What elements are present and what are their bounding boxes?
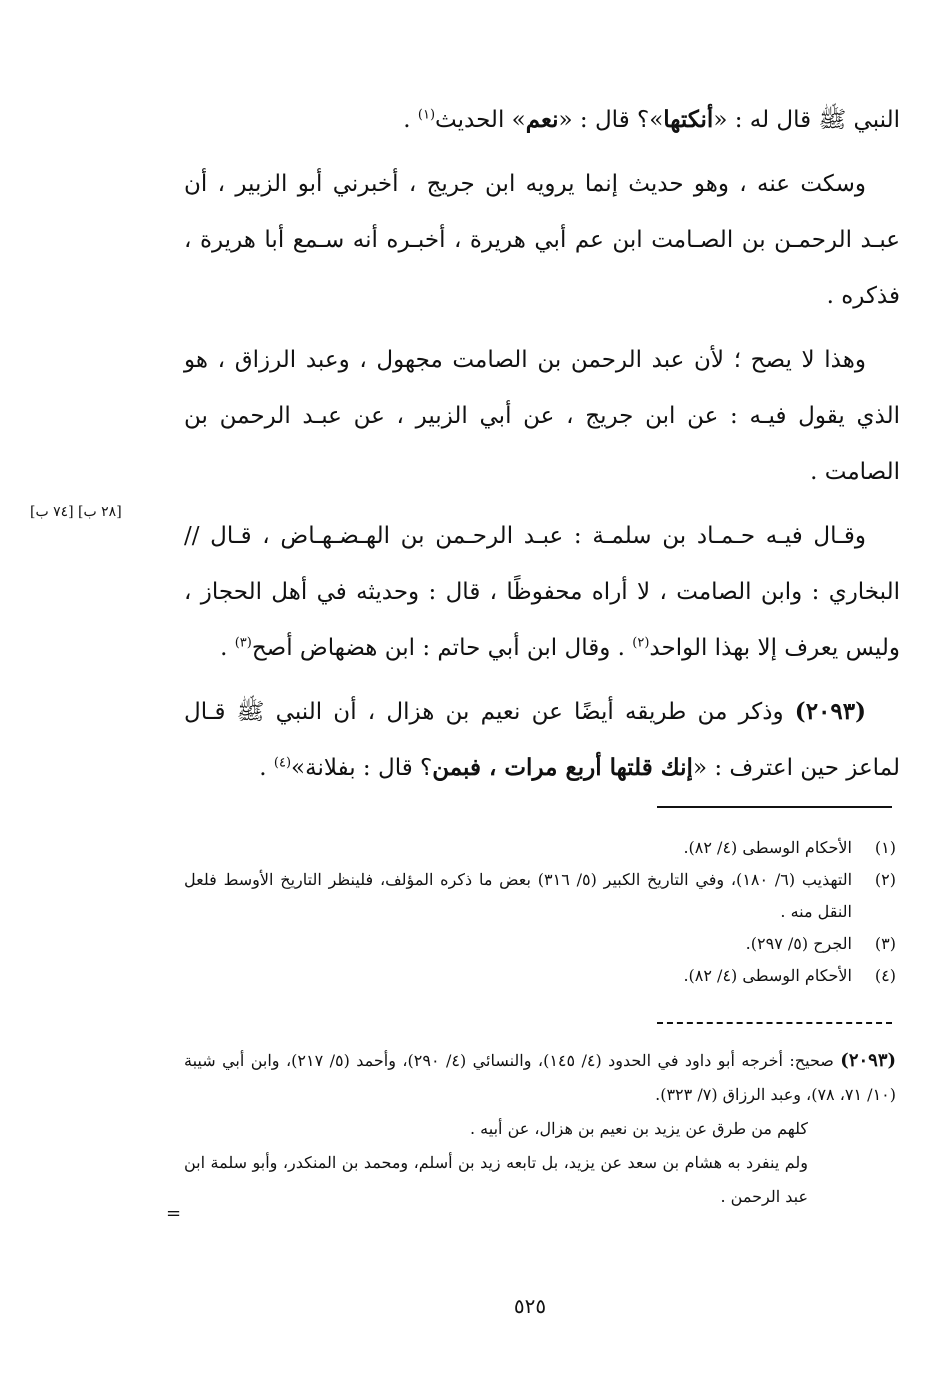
page-number: ٥٢٥ [513, 1294, 547, 1318]
paragraph-5: (٢٠٩٣) وذكر من طريقه أيضًا عن نعيم بن هزال ، أن النبي ﷺ قـال لماعز حين اعترف : «إنك قلتها أربع مرات ، فبمن؟ قال : بفلانة»$^{(٤)}$ . [184, 698, 900, 781]
paragraph-4: وقـال فيـه حـمـاد بن سلمـة : عبـد الرحـمن بن الهـضـهـاض ، قـال // البخاري : وابن الصامت ، لا أراه محفوظًا ، قال : وحديثه في أهل الحجاز ، وليس يعرف إلا بهذا الواحد$^{(٢)}$ . وقال ابن أبي حاتم : ابن هضهاض أصح$^{(٣)}$ . [184, 523, 900, 661]
footnote-3: (٣) الجرح (٥/ ٢٩٧). [745, 934, 896, 953]
footnote-separator [657, 806, 892, 808]
paragraph-2: وسكت عنه ، وهو حديث إنما يرويه ابن جريج ، أخبرني أبو الزبير ، أن عبـد الرحمـن بن الصـامت ابن عم أبي هريرة ، أخبـره أنه سـمع أبا هريرة ، فذكره . [184, 171, 900, 309]
paragraph-3: وهذا لا يصح ؛ لأن عبد الرحمن بن الصامت مجهول ، وعبد الرزاق ، هو الذي يقول فيـه : عن ابن جريج ، عن أبي الزبير ، عن عبـد الرحمن بن الصامت . [184, 347, 900, 485]
quoted-answer: نعم [525, 106, 559, 133]
takhrij-separator [657, 1022, 892, 1024]
footnote-2: (٢) التهذيب (٦/ ١٨٠)، وفي التاريخ الكبير (٥/ ٣١٦) بعض ما ذكره المؤلف، فلينظر التاريخ الأوسط فلعل النقل منه . [184, 870, 896, 921]
continuation-mark: = [166, 1203, 182, 1224]
footnote-ref-4: (٤) [273, 755, 292, 771]
manuscript-margin-note: [٢٨ ب] [٧٤ ب] [30, 504, 122, 520]
takhrij-line-3: ولم ينفرد به هشام بن سعد عن يزيد، بل تابعه زيد بن أسلم، ومحمد بن المنكدر، وأبو سلمة ابن عبد الرحمن . [184, 1153, 808, 1206]
footnote-ref-1: (١) [417, 107, 436, 123]
footnote-1: (١) الأحكام الوسطى (٤/ ٨٢). [683, 838, 896, 857]
main-text [184, 92, 900, 804]
takhrij-line-2: كلهم من طرق عن يزيد بن نعيم بن هزال، عن أبيه . [470, 1119, 808, 1138]
takhrij-line-1: (٢٠٩٣) صحيح: أخرجه أبو داود في الحدود (٤/ ١٤٥)، والنسائي (٤/ ٢٩٠)، وأحمد (٥/ ٢١٧)، وابن أبي شيبة (١٠/ ٧١، ٧٨)، وعبد الرزاق (٧/ ٣٢٣). [184, 1050, 897, 1104]
takhrij-notes [184, 1044, 896, 1214]
takhrij-number: (٢٠٩٣) [840, 1050, 897, 1071]
quoted-hadith: إنك قلتها أربع مرات ، فبمن [432, 754, 693, 781]
footnote-ref-2: (٢) [632, 635, 650, 651]
footnotes [184, 832, 896, 992]
quoted-word: أنكتها [663, 106, 714, 133]
footnote-ref-3: (٣) [234, 635, 252, 651]
footnote-4: (٤) الأحكام الوسطى (٤/ ٨٢). [683, 966, 896, 985]
paragraph-1: النبي ﷺ قال له : «أنكتها»؟ قال : «نعم» الحديث$^{(١)}$ . [403, 106, 900, 133]
hadith-number: (٢٠٩٣) [794, 698, 866, 725]
